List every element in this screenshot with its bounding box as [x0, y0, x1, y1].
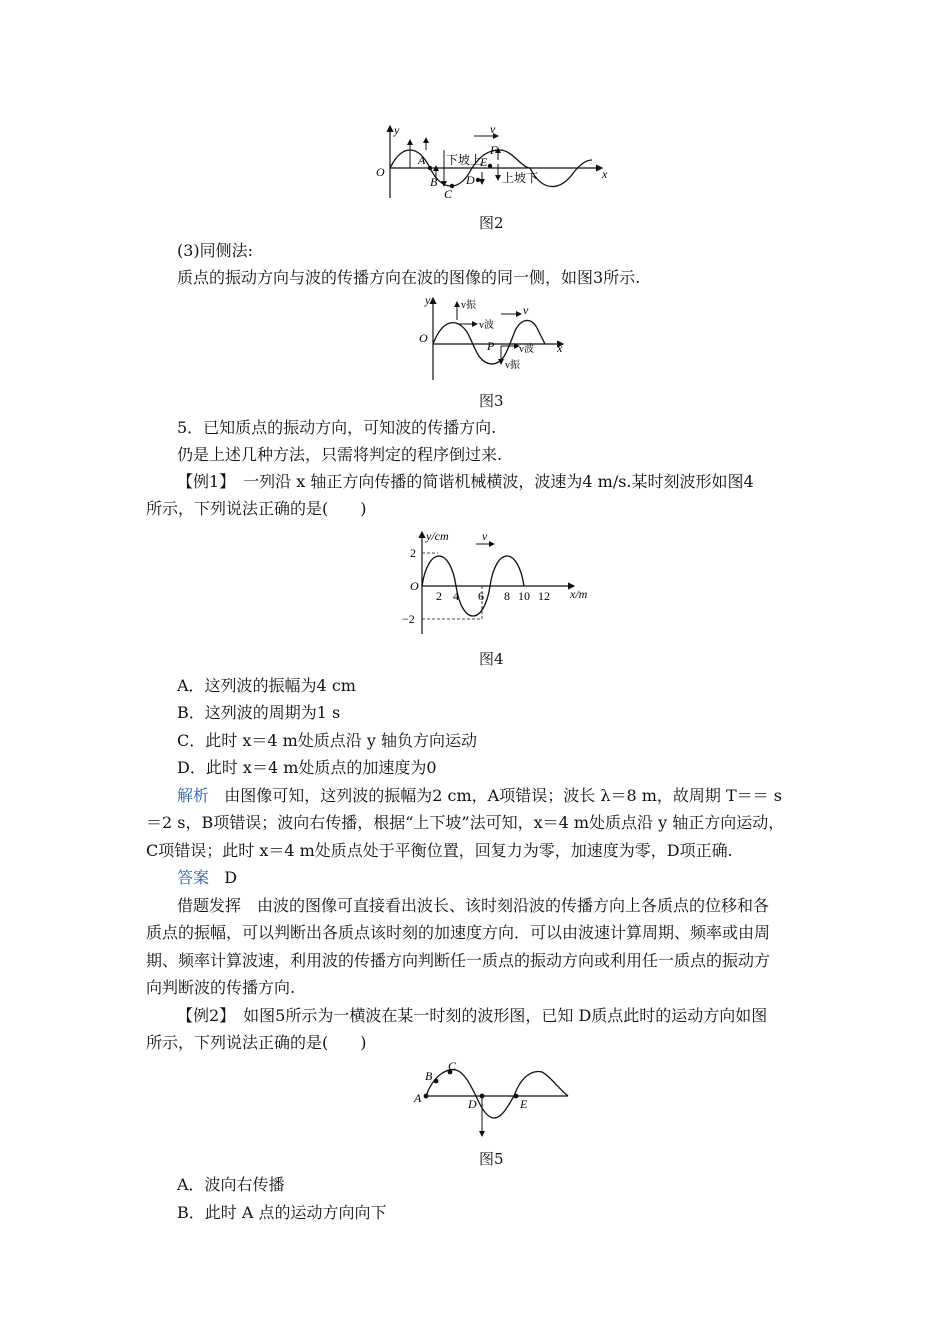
fig3-origin-label: O	[419, 331, 428, 345]
section3-desc: 质点的振动方向与波的传播方向在波的图像的同一侧，如图3所示.	[177, 268, 641, 287]
fig2-point-e: E	[480, 155, 488, 169]
answer-line	[177, 868, 237, 888]
fig4-tick-8: 8	[504, 589, 510, 603]
section3-title: (3)同侧法:	[177, 241, 254, 260]
figure-2	[370, 120, 620, 202]
tip-line3: 期、频率计算波速，利用波的传播方向判断任一质点的振动方向或利用任一质点的振动方	[146, 951, 771, 970]
fig4-tick-4: 4	[453, 589, 459, 603]
fig2-point-c: C	[444, 187, 453, 201]
fig4-y-label: y/cm	[426, 529, 449, 543]
analysis-text-1: 由图像可知，这列波的振幅为2 cm，A项错误；波长 λ＝8 m，故周期 T＝＝ s	[224, 786, 782, 805]
fig3-v-zhen-top: v振	[461, 300, 476, 311]
fig4-tick-10: 10	[518, 589, 530, 603]
fig2-downhill-up-label: 下坡上	[446, 153, 483, 167]
example1-line1: 【例1】 一列沿 x 轴正方向传播的简谐机械横波，波速为4 m/s.某时刻波形如图4	[177, 472, 754, 491]
fig2-point-f: F	[490, 143, 498, 157]
example2-line1: 【例2】 如图5所示为一横波在某一时刻的波形图，已知 D质点此时的运动方向如图	[177, 1006, 768, 1025]
fig2-y-label: y	[394, 123, 400, 137]
option2-b: B．此时 A 点的运动方向向下	[177, 1203, 387, 1222]
fig2-point-a: A	[418, 153, 426, 167]
fig5-point-b: B	[425, 1069, 433, 1083]
figure-4	[398, 526, 588, 636]
tip-line2: 质点的振幅，可以判断出各质点该时刻的加速度方向．可以由波速计算周期、频率或由周	[146, 923, 771, 942]
option1-c: C．此时 x＝4 m处质点沿 y 轴负方向运动	[177, 731, 478, 750]
fig4-y-top: 2	[410, 546, 416, 560]
fig4-origin-label: O	[410, 579, 419, 593]
fig4-tick-2: 2	[436, 589, 442, 603]
fig5-point-d: D	[468, 1097, 477, 1111]
fig2-x-label: x	[602, 167, 608, 181]
fig4-y-bottom: −2	[402, 612, 415, 626]
fig4-tick-12: 12	[538, 589, 550, 603]
example2-line2: 所示，下列说法正确的是( )	[146, 1033, 367, 1052]
fig4-v-label: v	[482, 529, 488, 543]
fig2-uphill-down-label: 上坡下	[502, 171, 539, 185]
option1-b: B．这列波的周期为1 s	[177, 703, 341, 722]
example1-line2: 所示，下列说法正确的是( )	[146, 499, 367, 518]
option1-a: A．这列波的振幅为4 cm	[177, 676, 356, 695]
fig3-x-label: x	[557, 341, 563, 355]
fig3-v-bo-top: v波	[479, 320, 494, 331]
analysis-line2: ＝2 s，B项错误；波向右传播，根据“上下坡”法可知，x＝4 m处质点沿 y 轴正方向运动，	[146, 813, 785, 832]
fig4-caption: 图4	[479, 650, 504, 668]
fig5-point-e: E	[520, 1097, 528, 1111]
fig2-origin-label: O	[376, 165, 385, 179]
fig3-v-label: v	[523, 303, 529, 317]
tip-line4: 向判断波的传播方向.	[146, 978, 296, 997]
item5-line1: 5．已知质点的振动方向，可知波的传播方向.	[177, 418, 497, 437]
tip-line1: 借题发挥 由波的图像可直接看出波长、该时刻沿波的传播方向上各质点的位移和各	[177, 896, 770, 915]
figure-3	[415, 292, 575, 382]
fig5-caption: 图5	[479, 1150, 504, 1168]
fig2-point-b: B	[430, 175, 438, 189]
fig4-x-label: x/m	[570, 587, 588, 601]
analysis-label: 解析	[177, 786, 210, 805]
option2-a: A．波向右传播	[177, 1175, 285, 1194]
fig3-v-zhen-bottom: v振	[505, 360, 520, 371]
fig2-caption: 图2	[479, 214, 504, 232]
option1-d: D．此时 x＝4 m处质点的加速度为0	[177, 758, 437, 777]
fig3-caption: 图3	[479, 392, 504, 410]
fig5-point-a: A	[414, 1091, 422, 1105]
fig3-v-bo-bottom: v波	[519, 344, 534, 355]
answer-value: D	[224, 868, 238, 887]
fig2-point-d: D	[466, 173, 475, 187]
fig3-y-label: y	[425, 293, 431, 307]
fig3-point-p: P	[487, 339, 495, 353]
fig4-tick-6: 6	[478, 589, 484, 603]
analysis-line1	[177, 786, 782, 806]
answer-label: 答案	[177, 868, 210, 887]
analysis-line3: C项错误；此时 x＝4 m处质点处于平衡位置，回复力为零，加速度为零，D项正确.	[146, 841, 733, 860]
fig5-point-c: C	[448, 1060, 457, 1073]
fig2-v-label: v	[490, 122, 496, 136]
figure-5	[410, 1060, 580, 1142]
item5-line2: 仍是上述几种方法，只需将判定的程序倒过来.	[177, 445, 503, 464]
